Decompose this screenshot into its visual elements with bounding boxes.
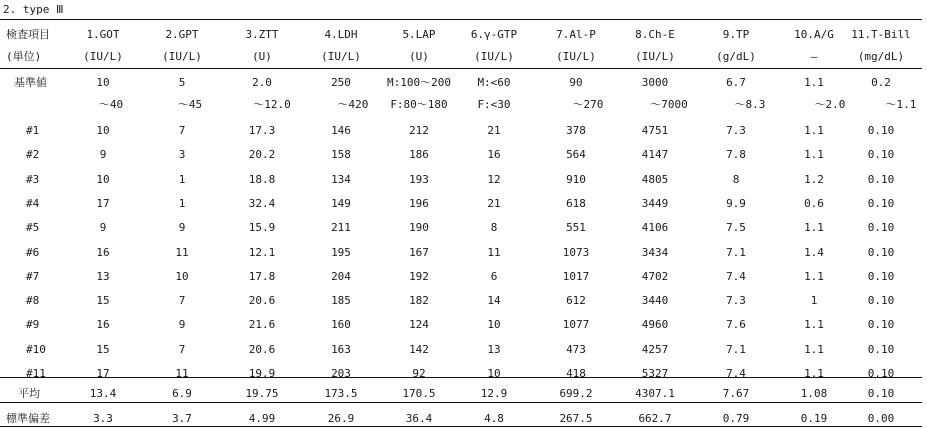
table-cell: 5327 [641,367,669,380]
row-label: #5 [26,221,40,234]
table-cell: 182 [409,294,429,307]
table-cell: 1 [178,173,186,186]
table-cell: 158 [331,148,351,161]
reference-high: F:<30 [477,98,511,111]
table-cell: 193 [409,173,429,186]
table-cell: 1.1 [804,270,824,283]
sd-cell: 0.00 [867,412,895,425]
table-cell: 378 [566,124,586,137]
table-cell: 473 [566,343,586,356]
table-cell: 15 [96,294,110,307]
table-cell: 1.1 [804,148,824,161]
column-unit: (IU/L) [162,50,202,63]
column-header: 10.A/G [794,28,834,41]
column-unit: (mg/dL) [857,50,905,63]
table-cell: 1.2 [804,173,824,186]
table-cell: 4147 [641,148,669,161]
reference-low: 1.1 [804,76,824,89]
table-cell: 0.10 [867,367,895,380]
table-cell: 203 [331,367,351,380]
reference-high: ～8.3 [734,98,766,111]
table-cell: 612 [566,294,586,307]
table-cell: 7.5 [726,221,746,234]
table-cell: 7.4 [726,270,746,283]
table-cell: 190 [409,221,429,234]
table-cell: 7 [178,343,186,356]
table-cell: 16 [96,246,110,259]
mean-cell: 7.67 [722,387,750,400]
reference-low: 3000 [641,76,669,89]
column-unit: (IU/L) [474,50,514,63]
reference-low: 250 [331,76,351,89]
table-cell: 7.1 [726,246,746,259]
table-cell: 0.10 [867,270,895,283]
table-cell: 1.1 [804,124,824,137]
reference-high: ～2.0 [814,98,846,111]
row-label: #9 [26,318,40,331]
table-cell: 204 [331,270,351,283]
table-cell: 9 [99,221,107,234]
table-cell: 21 [487,197,501,210]
table-cell: 3434 [641,246,669,259]
table-cell: 564 [566,148,586,161]
table-cell: 0.10 [867,318,895,331]
table-cell: 3449 [641,197,669,210]
table-cell: 92 [412,367,426,380]
sd-cell: 3.7 [172,412,192,425]
reference-low: 2.0 [252,76,272,89]
table-cell: 11 [487,246,501,259]
table-cell: 910 [566,173,586,186]
table-cell: 10 [487,367,501,380]
table-cell: 12.1 [248,246,276,259]
sd-cell: 26.9 [327,412,355,425]
column-unit: (U) [252,50,272,63]
table-cell: 13 [96,270,110,283]
sd-cell: 36.4 [405,412,433,425]
table-cell: 15.9 [248,221,276,234]
row-label: #4 [26,197,40,210]
table-cell: 9 [178,221,186,234]
table-cell: 16 [96,318,110,331]
reference-high: ～420 [337,98,369,111]
table-cell: 211 [331,221,351,234]
table-cell: 0.10 [867,173,895,186]
column-header: 1.GOT [86,28,120,41]
reference-high: ～7000 [650,98,688,111]
table-cell: 1077 [562,318,590,331]
column-unit: (IU/L) [321,50,361,63]
row-label: #11 [26,367,46,380]
table-cell: 146 [331,124,351,137]
row-label: #6 [26,246,40,259]
column-unit: (U) [409,50,429,63]
table-cell: 9 [99,148,107,161]
table-cell: 20.6 [248,294,276,307]
sd-cell: 267.5 [559,412,593,425]
column-header: 5.LAP [402,28,436,41]
table-cell: 4702 [641,270,669,283]
column-unit: (IU/L) [556,50,596,63]
reference-high: ～45 [177,98,203,111]
table-cell: 3440 [641,294,669,307]
unit-header: (単位) [6,50,42,63]
table-cell: 17.8 [248,270,276,283]
table-cell: 167 [409,246,429,259]
table-cell: 192 [409,270,429,283]
table-cell: 4106 [641,221,669,234]
table-cell: 4751 [641,124,669,137]
table-cell: 7.8 [726,148,746,161]
rule-line [0,19,922,20]
row-label: #10 [26,343,46,356]
reference-low: M:100～200 [387,76,451,89]
table-cell: 163 [331,343,351,356]
column-unit: (IU/L) [635,50,675,63]
column-header: 2.GPT [165,28,199,41]
sd-cell: 0.19 [800,412,828,425]
sd-cell: 4.8 [484,412,504,425]
column-header: 8.Ch-E [635,28,675,41]
mean-cell: 13.4 [89,387,117,400]
table-cell: 185 [331,294,351,307]
row-label: #1 [26,124,40,137]
mean-cell: 12.9 [480,387,508,400]
table-cell: 0.10 [867,221,895,234]
table-cell: 14 [487,294,501,307]
reference-low: 0.2 [871,76,891,89]
rule-line [0,426,922,427]
table-cell: 10 [175,270,189,283]
mean-cell: 173.5 [324,387,358,400]
column-header: 9.TP [722,28,750,41]
table-cell: 17.3 [248,124,276,137]
item-header: 検査項目 [6,28,50,41]
table-cell: 195 [331,246,351,259]
table-cell: 0.10 [867,343,895,356]
table-cell: 4257 [641,343,669,356]
sd-cell: 3.3 [93,412,113,425]
table-cell: 160 [331,318,351,331]
reference-low: 6.7 [726,76,746,89]
reference-high: ～270 [572,98,604,111]
table-cell: 15 [96,343,110,356]
mean-cell: 1.08 [800,387,828,400]
table-cell: 0.6 [804,197,824,210]
table-cell: 0.10 [867,197,895,210]
table-cell: 7.3 [726,124,746,137]
table-cell: 1017 [562,270,590,283]
mean-cell: 6.9 [172,387,192,400]
table-cell: 4805 [641,173,669,186]
rule-line [0,402,922,403]
table-cell: 9.9 [726,197,746,210]
table-cell: 11 [175,246,189,259]
mean-cell: 170.5 [402,387,436,400]
table-cell: 18.8 [248,173,276,186]
table-cell: 8 [490,221,498,234]
reference-high: ～12.0 [253,98,291,111]
reference-low: M:<60 [477,76,511,89]
reference-header: 基準値 [14,76,47,89]
table-cell: 13 [487,343,501,356]
table-cell: 10 [96,124,110,137]
table-cell: 0.10 [867,246,895,259]
sd-cell: 0.79 [722,412,750,425]
reference-low: 5 [178,76,186,89]
reference-low: 10 [96,76,110,89]
rule-line [0,68,922,69]
reference-high: ～1.1 [885,98,917,111]
table-cell: 7.3 [726,294,746,307]
table-cell: 1.1 [804,367,824,380]
table-cell: 0.10 [867,124,895,137]
table-cell: 1 [178,197,186,210]
row-label: #8 [26,294,40,307]
table-cell: 7.6 [726,318,746,331]
table-cell: 149 [331,197,351,210]
table-cell: 1073 [562,246,590,259]
table-cell: 7.4 [726,367,746,380]
reference-high: F:80～180 [390,98,448,111]
table-cell: 418 [566,367,586,380]
table-cell: 186 [409,148,429,161]
table-cell: 551 [566,221,586,234]
row-label: #7 [26,270,40,283]
table-cell: 0.10 [867,294,895,307]
mean-cell: 4307.1 [635,387,675,400]
table-cell: 6 [490,270,498,283]
table-cell: 1.1 [804,343,824,356]
table-cell: 10 [96,173,110,186]
column-header: 4.LDH [324,28,358,41]
table-cell: 1.4 [804,246,824,259]
table-cell: 3 [178,148,186,161]
table-cell: 21 [487,124,501,137]
table-cell: 19.9 [248,367,276,380]
reference-low: 90 [569,76,583,89]
table-cell: 17 [96,367,110,380]
sd-cell: 662.7 [638,412,672,425]
column-unit: (g/dL) [716,50,756,63]
table-cell: 142 [409,343,429,356]
table-cell: 1.1 [804,318,824,331]
table-caption: 2. type Ⅲ [3,3,64,16]
column-unit: (IU/L) [83,50,123,63]
table-cell: 11 [175,367,189,380]
sd-cell: 4.99 [248,412,276,425]
table-cell: 20.6 [248,343,276,356]
table-cell: 17 [96,197,110,210]
table-cell: 1 [810,294,818,307]
table-cell: 0.10 [867,148,895,161]
table-cell: 20.2 [248,148,276,161]
table-cell: 134 [331,173,351,186]
mean-cell: 699.2 [559,387,593,400]
row-label: #3 [26,173,40,186]
table-cell: 4960 [641,318,669,331]
table-cell: 32.4 [248,197,276,210]
column-header: 6.γ-GTP [470,28,518,41]
column-header: 11.T-Bill [851,28,911,41]
table-cell: 7.1 [726,343,746,356]
table-cell: 212 [409,124,429,137]
table-cell: 618 [566,197,586,210]
table-cell: 196 [409,197,429,210]
column-unit: ― [810,50,818,63]
table-cell: 10 [487,318,501,331]
table-cell: 7 [178,294,186,307]
reference-high: ～40 [98,98,124,111]
table-cell: 9 [178,318,186,331]
column-header: 3.ZTT [245,28,279,41]
row-label: #2 [26,148,40,161]
sd-label: 標準偏差 [6,412,50,425]
table-cell: 1.1 [804,221,824,234]
table-cell: 8 [732,173,740,186]
column-header: 7.Al-P [556,28,596,41]
table-cell: 21.6 [248,318,276,331]
mean-cell: 19.75 [245,387,279,400]
table-cell: 124 [409,318,429,331]
mean-cell: 0.10 [867,387,895,400]
table-cell: 7 [178,124,186,137]
table-cell: 12 [487,173,501,186]
table-cell: 16 [487,148,501,161]
mean-label: 平均 [18,387,40,400]
